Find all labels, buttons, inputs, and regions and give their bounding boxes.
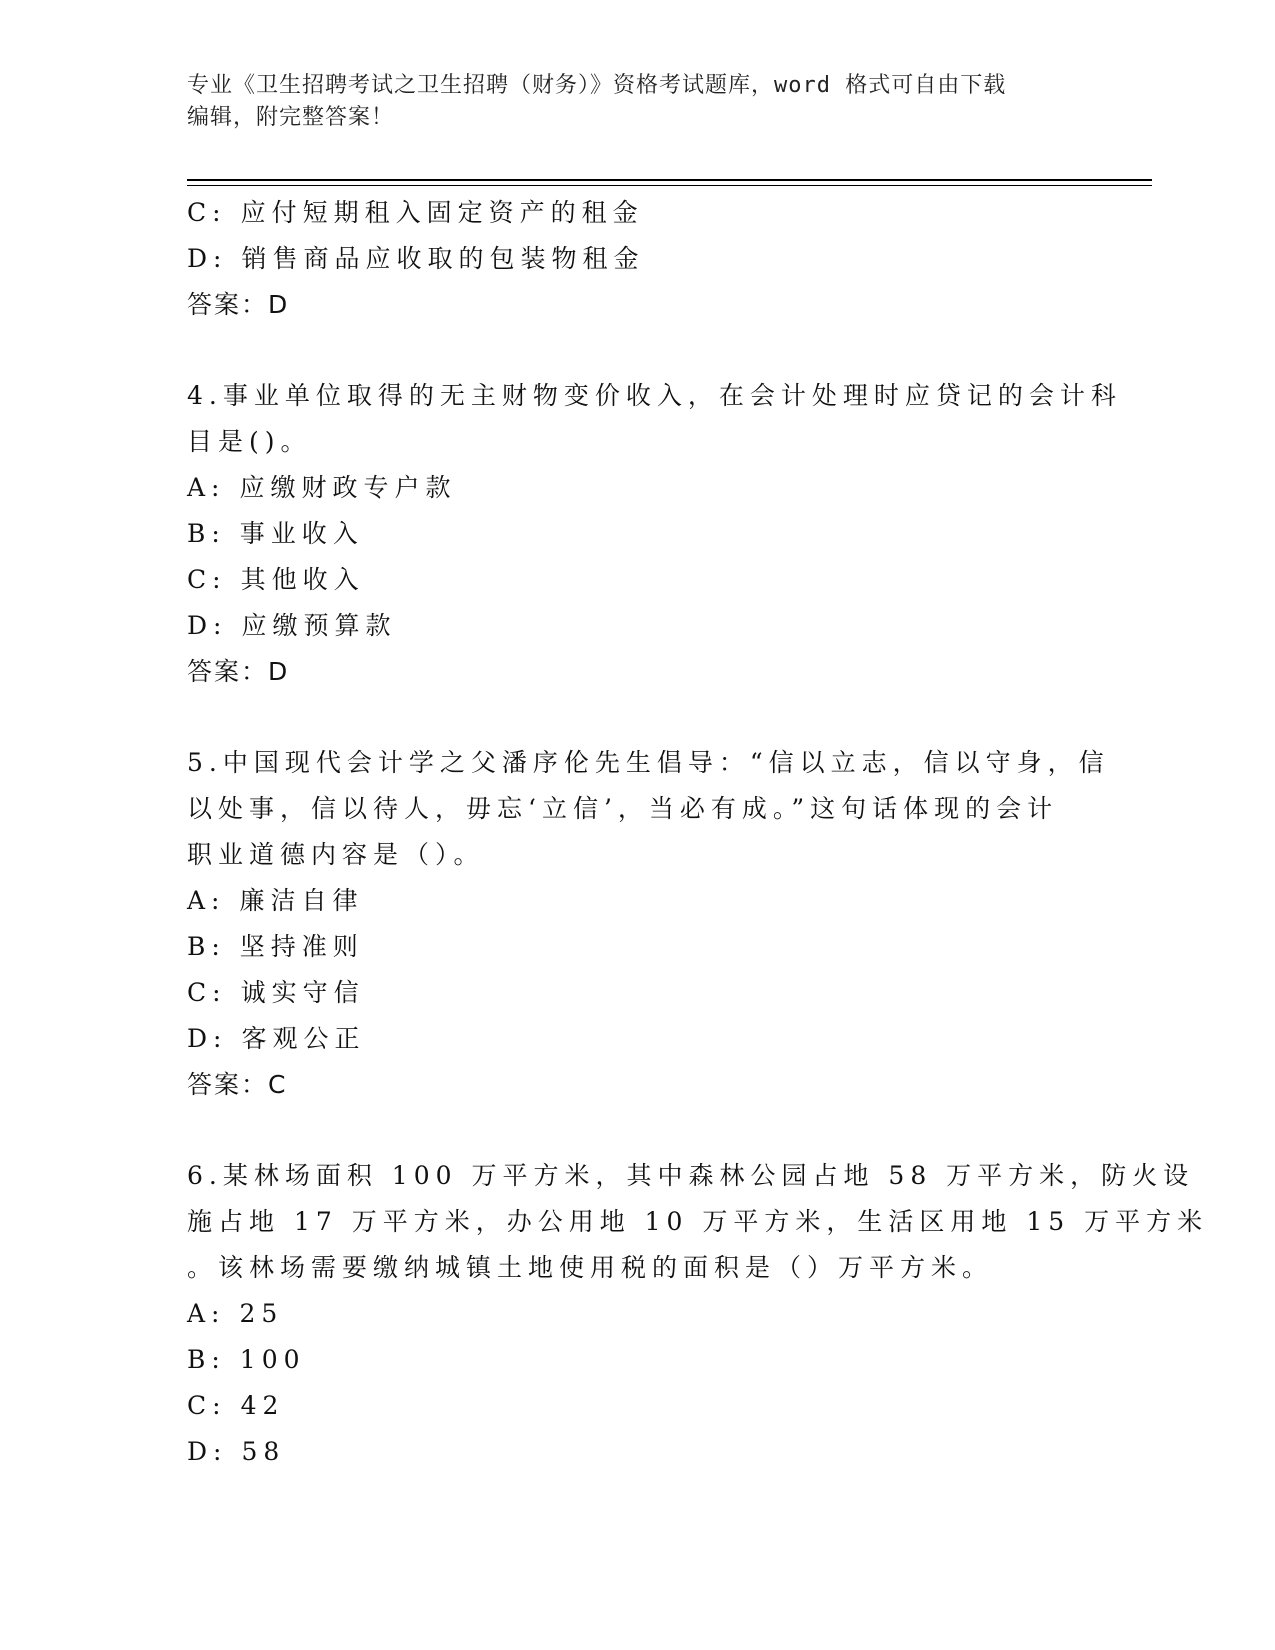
question-6 — [187, 1153, 1209, 1475]
option-text: 其他收入 — [240, 565, 365, 594]
question-stem-line: 施占地 17 万平方米，办公用地 10 万平方米，生活区用地 15 万平方米 — [187, 1207, 1209, 1236]
option-b — [187, 511, 1087, 557]
option-text: 廉洁自律 — [239, 886, 364, 915]
header-divider-thin — [187, 185, 1152, 186]
header-divider-thick — [187, 179, 1152, 181]
answer-line: 答案：D — [187, 657, 290, 686]
answer-line: 答案：C — [187, 1070, 288, 1099]
option-d — [187, 603, 1087, 649]
option-label: D: — [187, 1437, 228, 1466]
option-a — [187, 465, 1087, 511]
option-text: 应缴预算款 — [241, 611, 397, 640]
question-stem-line: 职业道德内容是（）。 — [187, 840, 485, 869]
question-stem-line: 以处事，信以待人，毋忘‘立信’，当必有成。”这句话体现的会计 — [187, 794, 1059, 823]
option-label: D: — [187, 611, 228, 640]
option-label: B: — [187, 932, 226, 961]
option-text: 42 — [240, 1391, 285, 1420]
answer-line: 答案：D — [187, 290, 290, 319]
question-list — [187, 190, 1209, 1475]
option-label: C: — [187, 198, 227, 227]
question-stem-line: 目是()。 — [187, 427, 312, 456]
question-4 — [187, 373, 1122, 695]
option-label: C: — [187, 1391, 227, 1420]
option-c — [187, 1383, 1087, 1429]
question-stem-line: 6.某林场面积 100 万平方米，其中森林公园占地 58 万平方米，防火设 — [187, 1161, 1195, 1190]
question-stem-line: 。该林场需要缴纳城镇土地使用税的面积是（）万平方米。 — [187, 1253, 994, 1282]
option-a — [187, 1291, 1087, 1337]
option-text: 应付短期租入固定资产的租金 — [240, 198, 644, 227]
header-title-line-1: 专业《卫生招聘考试之卫生招聘（财务）》资格考试题库，word 格式可自由下载 — [187, 73, 1007, 98]
option-text: 销售商品应收取的包装物租金 — [241, 244, 645, 273]
option-label: D: — [187, 244, 228, 273]
option-text: 100 — [239, 1345, 306, 1374]
option-d — [187, 1016, 1087, 1062]
header-title-line-2: 编辑，附完整答案！ — [187, 105, 395, 130]
option-d — [187, 236, 1087, 282]
question-5 — [187, 740, 1110, 1108]
option-label: B: — [187, 1345, 226, 1374]
option-label: B: — [187, 519, 226, 548]
option-label: C: — [187, 978, 227, 1007]
option-text: 应缴财政专户款 — [239, 473, 457, 502]
option-text: 25 — [239, 1299, 284, 1328]
question-stem-line: 5.中国现代会计学之父潘序伦先生倡导：“信以立志，信以守身，信 — [187, 748, 1110, 777]
option-label: A: — [187, 1299, 226, 1328]
option-text: 客观公正 — [241, 1024, 366, 1053]
option-c — [187, 557, 1087, 603]
option-label: D: — [187, 1024, 228, 1053]
option-text: 事业收入 — [239, 519, 364, 548]
option-text: 58 — [241, 1437, 286, 1466]
question-3-tail — [187, 190, 1087, 328]
option-a — [187, 878, 1087, 924]
option-b — [187, 924, 1087, 970]
question-stem-line: 4.事业单位取得的无主财物变价收入，在会计处理时应贷记的会计科 — [187, 381, 1122, 410]
option-label: A: — [187, 473, 226, 502]
option-label: A: — [187, 886, 226, 915]
option-c — [187, 970, 1087, 1016]
option-text: 坚持准则 — [239, 932, 364, 961]
option-d — [187, 1429, 1087, 1475]
option-label: C: — [187, 565, 227, 594]
option-c — [187, 190, 1087, 236]
option-text: 诚实守信 — [240, 978, 365, 1007]
page-header — [187, 70, 1067, 134]
option-b — [187, 1337, 1087, 1383]
